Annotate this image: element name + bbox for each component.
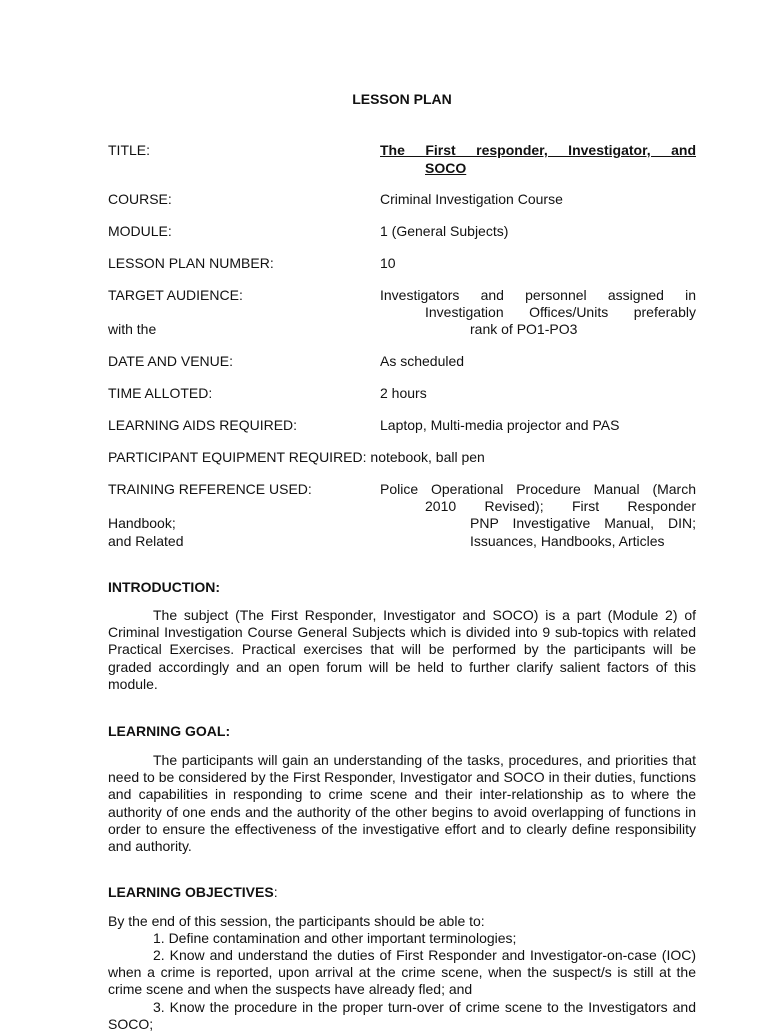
learning-objectives-heading-text: LEARNING OBJECTIVES: [108, 884, 274, 900]
training-reference-value-line1: Police Operational Procedure Manual (March: [380, 481, 696, 497]
learning-objective-item: 2. Know and understand the duties of First Responder and Investigator-on-case (IOC) when a crime is reported, upon arrival at the crime scene, when the suspect/s is still at the crime scene and when the suspects have already fled; and: [108, 947, 696, 998]
title-label: TITLE:: [108, 142, 151, 158]
training-reference-label-cont2: and Related: [108, 533, 184, 549]
lesson-plan-number-value: 10: [380, 255, 396, 271]
target-audience-value-line1: Investigators and personnel assigned in: [380, 287, 696, 303]
document-heading: LESSON PLAN: [352, 91, 452, 107]
time-alloted-value: 2 hours: [380, 385, 427, 401]
learning-objectives-intro: By the end of this session, the participants should be able to:: [108, 913, 485, 929]
target-audience-label: TARGET AUDIENCE:: [108, 287, 243, 303]
time-alloted-label: TIME ALLOTED:: [108, 385, 213, 401]
date-venue-label: DATE AND VENUE:: [108, 353, 233, 369]
target-audience-value-line3: rank of PO1-PO3: [470, 321, 578, 337]
learning-objectives-heading: [108, 884, 278, 900]
title-value-line1: The First responder, Investigator, and: [380, 142, 696, 158]
learning-goal-heading: LEARNING GOAL:: [108, 723, 231, 739]
learning-aids-value: Laptop, Multi-media projector and PAS: [380, 417, 620, 433]
learning-objectives-heading-colon: :: [273, 884, 278, 900]
participant-equipment-text: PARTICIPANT EQUIPMENT REQUIRED: notebook, ball pen: [108, 449, 485, 465]
introduction-text: The subject (The First Responder, Investigator and SOCO) is a part (Module 2) of Criminal Investigation Course General Subjects which is divided into 9 sub-topics with related Practical Exercises. Practical exercises that will be performed by the participants will be graded accordingly and an open forum will be held to further clarify salient factors of this module.: [108, 607, 696, 692]
course-label: COURSE:: [108, 191, 172, 207]
training-reference-label: TRAINING REFERENCE USED:: [108, 481, 312, 497]
introduction-heading: INTRODUCTION:: [108, 579, 220, 595]
training-reference-value-line3: PNP Investigative Manual, DIN;: [470, 515, 696, 531]
module-label: MODULE:: [108, 223, 172, 239]
lesson-plan-number-label: LESSON PLAN NUMBER:: [108, 255, 274, 271]
module-value: 1 (General Subjects): [380, 223, 509, 239]
learning-objective-item: 3. Know the procedure in the proper turn-over of crime scene to the Investigators and SOCO;: [108, 999, 696, 1033]
target-audience-label-cont: with the: [108, 321, 157, 337]
learning-goal-text: The participants will gain an understanding of the tasks, procedures, and priorities that need to be considered by the First Responder, Investigator and SOCO in their duties, functions and capabilities in responding to crime scene and their inter-relationship as to where the authority of one ends and the authority of the other begins to avoid overlapping of functions in order to ensure the effectiveness of the investigative effort and to clearly define responsibility and authority.: [108, 752, 696, 855]
learning-aids-label: LEARNING AIDS REQUIRED:: [108, 417, 298, 433]
training-reference-label-cont1: Handbook;: [108, 515, 176, 531]
learning-objective-item: 1. Define contamination and other important terminologies;: [153, 930, 517, 946]
course-value: Criminal Investigation Course: [380, 191, 563, 207]
date-venue-value: As scheduled: [380, 353, 465, 369]
target-audience-value-line2: Investigation Offices/Units preferably: [425, 304, 696, 320]
training-reference-value-line2: 2010 Revised); First Responder: [425, 498, 696, 514]
title-value-line2: SOCO: [425, 160, 467, 176]
training-reference-value-line4: Issuances, Handbooks, Articles: [470, 533, 665, 549]
